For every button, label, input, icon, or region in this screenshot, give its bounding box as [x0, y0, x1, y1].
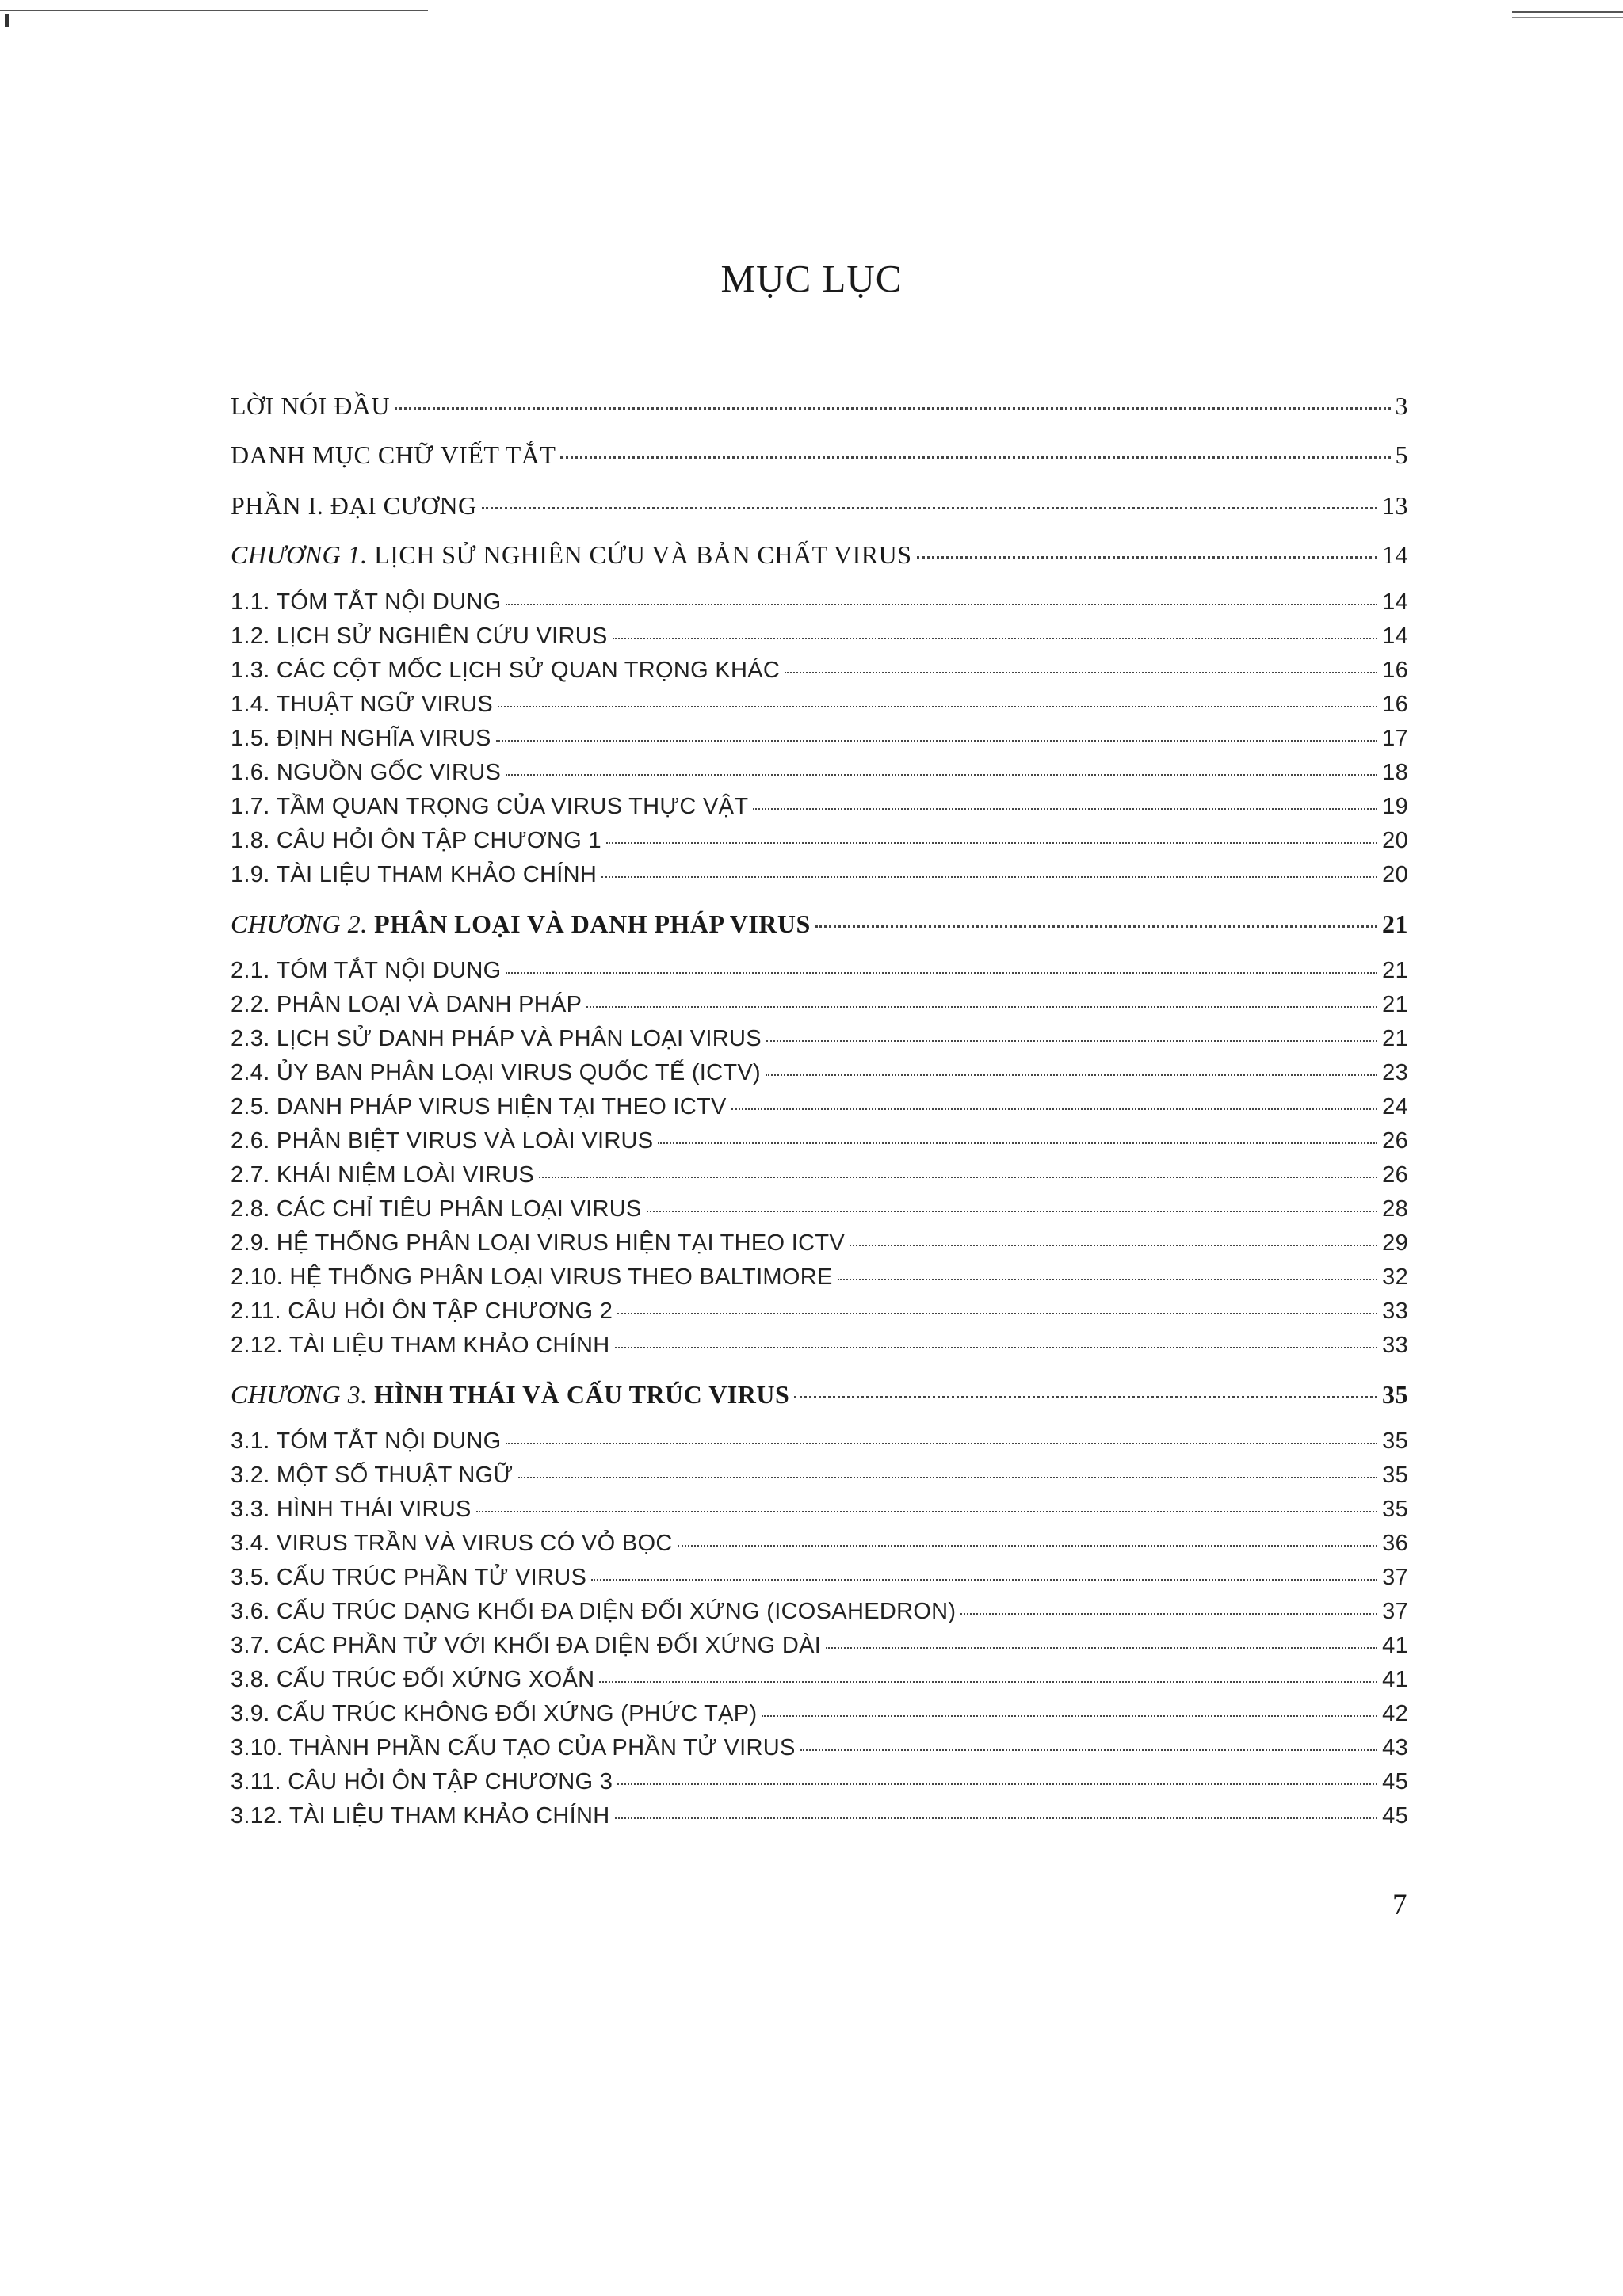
toc-entry [231, 441, 1408, 470]
toc-leader-dots [586, 1006, 1377, 1008]
toc-entry [231, 491, 1408, 521]
toc-section-title: 2.4. ỦY BAN PHÂN LOẠI VIRUS QUỐC TẾ (ICTV) [231, 1060, 762, 1085]
toc-section-page: 41 [1382, 1633, 1408, 1658]
toc-leader-dots [615, 1347, 1378, 1348]
toc-section-title: 3.7. CÁC PHẦN TỬ VỚI KHỐI ĐA DIỆN ĐỐI XỨNG DÀI [231, 1633, 822, 1658]
toc-section-page: 20 [1382, 828, 1408, 853]
toc-leader-dots [678, 1545, 1378, 1547]
toc-leader-dots [599, 1681, 1377, 1683]
toc-section [231, 1497, 1408, 1523]
toc-section [231, 1735, 1408, 1761]
chapter-label: CHƯƠNG 2. [231, 910, 368, 938]
toc-section [231, 1162, 1408, 1188]
toc-leader-dots [606, 842, 1377, 844]
toc-leader-dots [766, 1074, 1377, 1076]
toc-section-page: 45 [1382, 1803, 1408, 1829]
toc-section-page: 35 [1382, 1463, 1408, 1488]
toc-section-title: 2.6. PHÂN BIỆT VIRUS VÀ LOÀI VIRUS [231, 1128, 654, 1154]
toc-section-title: 1.3. CÁC CỘT MỐC LỊCH SỬ QUAN TRỌNG KHÁC [231, 658, 781, 683]
toc-section-page: 33 [1382, 1333, 1408, 1358]
chapter-heading [231, 910, 1408, 939]
toc-section [231, 1230, 1408, 1257]
toc-leader-dots [539, 1177, 1377, 1178]
toc-section-title: 1.7. TẦM QUAN TRỌNG CỦA VIRUS THỰC VẬT [231, 794, 749, 819]
toc-section-page: 14 [1382, 624, 1408, 649]
toc-section-page: 43 [1382, 1735, 1408, 1760]
chapter-title: HÌNH THÁI VÀ CẤU TRÚC VIRUS [374, 1380, 790, 1409]
toc-section [231, 1428, 1408, 1455]
toc-section [231, 1565, 1408, 1591]
toc-section-title: 1.6. NGUỒN GỐC VIRUS [231, 760, 502, 785]
toc-section [231, 1531, 1408, 1557]
toc-entry [231, 391, 1408, 421]
toc-section [231, 1128, 1408, 1154]
toc-section-title: 1.4. THUẬT NGỮ VIRUS [231, 692, 494, 717]
toc-section-page: 35 [1382, 1497, 1408, 1522]
toc-leader-dots [785, 672, 1377, 673]
toc-section-title: 2.10. HỆ THỐNG PHÂN LOẠI VIRUS THEO BALTIMORE [231, 1264, 833, 1290]
toc-section-page: 19 [1382, 794, 1408, 819]
toc-section-page: 29 [1382, 1230, 1408, 1256]
chapter-heading [231, 1380, 1408, 1409]
toc-leader-dots [800, 1749, 1378, 1751]
toc-section-page: 32 [1382, 1264, 1408, 1290]
toc-section-page: 37 [1382, 1599, 1408, 1624]
toc-section [231, 726, 1408, 752]
toc-section [231, 692, 1408, 718]
toc-section-title: 3.10. THÀNH PHẦN CẤU TẠO CỦA PHẦN TỬ VIRUS [231, 1735, 796, 1760]
chapter-label: CHƯƠNG 1. [231, 540, 368, 569]
toc-leader-dots [506, 604, 1377, 605]
toc-leader-dots [591, 1579, 1377, 1581]
toc-section [231, 1803, 1408, 1829]
toc-entry-page: 14 [1382, 540, 1408, 569]
toc-section [231, 589, 1408, 616]
toc-section-page: 16 [1382, 658, 1408, 683]
toc-leader-dots [601, 876, 1377, 878]
toc-leader-dots [617, 1313, 1377, 1314]
toc-section-page: 20 [1382, 862, 1408, 887]
toc-section [231, 862, 1408, 888]
toc-section-title: 3.11. CÂU HỎI ÔN TẬP CHƯƠNG 3 [231, 1769, 613, 1794]
toc-section-page: 36 [1382, 1531, 1408, 1556]
toc-leader-dots [518, 1477, 1378, 1478]
toc-leader-dots [613, 638, 1378, 639]
toc-leader-dots [960, 1613, 1377, 1615]
toc-entry-page: 35 [1382, 1380, 1408, 1409]
toc-section-title: 1.2. LỊCH SỬ NGHIÊN CỨU VIRUS [231, 624, 608, 649]
toc-section [231, 1769, 1408, 1795]
toc-entry-title: LỜI NÓI ĐẦU [231, 391, 391, 420]
toc-leader-dots [658, 1142, 1377, 1144]
toc-section-title: 1.9. TÀI LIỆU THAM KHẢO CHÍNH [231, 862, 598, 887]
toc-section-page: 14 [1382, 589, 1408, 615]
toc-entry-title: DANH MỤC CHỮ VIẾT TẮT [231, 441, 556, 469]
toc-section-title: 2.11. CÂU HỎI ÔN TẬP CHƯƠNG 2 [231, 1299, 613, 1324]
toc-leader-dots [815, 925, 1377, 928]
toc-section [231, 624, 1408, 650]
toc-section [231, 1463, 1408, 1489]
toc-leader-dots [766, 1040, 1377, 1042]
toc-section-title: 2.9. HỆ THỐNG PHÂN LOẠI VIRUS HIỆN TẠI THEO ICTV [231, 1230, 846, 1256]
chapter-heading [231, 540, 1408, 570]
toc-section-title: 3.8. CẤU TRÚC ĐỐI XỨNG XOẮN [231, 1667, 595, 1692]
page-number: 7 [1392, 1889, 1407, 1921]
toc-section-page: 17 [1382, 726, 1408, 751]
toc-section-title: 3.9. CẤU TRÚC KHÔNG ĐỐI XỨNG (PHỨC TẠP) [231, 1701, 758, 1726]
toc-section [231, 1094, 1408, 1120]
toc-section-page: 21 [1382, 958, 1408, 983]
toc-section-page: 28 [1382, 1196, 1408, 1222]
toc-leader-dots [615, 1817, 1378, 1819]
toc-section [231, 1333, 1408, 1359]
toc-leader-dots [395, 407, 1390, 410]
toc-section [231, 1667, 1408, 1693]
toc-section-title: 2.12. TÀI LIỆU THAM KHẢO CHÍNH [231, 1333, 610, 1358]
toc-section-page: 37 [1382, 1565, 1408, 1590]
toc-section [231, 1701, 1408, 1727]
toc-section-title: 3.5. CẤU TRÚC PHẦN TỬ VIRUS [231, 1565, 587, 1590]
toc-section [231, 1026, 1408, 1052]
toc-section-page: 23 [1382, 1060, 1408, 1085]
toc-leader-dots [647, 1211, 1378, 1212]
scan-artifact-line [1512, 11, 1623, 13]
toc-section [231, 828, 1408, 854]
toc-leader-dots [506, 972, 1377, 974]
toc-section-title: 1.5. ĐỊNH NGHĨA VIRUS [231, 726, 491, 751]
toc-entry-page: 3 [1395, 391, 1408, 420]
toc-section-title: 2.3. LỊCH SỬ DANH PHÁP VÀ PHÂN LOẠI VIRUS [231, 1026, 762, 1051]
toc-section-title: 3.2. MỘT SỐ THUẬT NGỮ [231, 1463, 514, 1488]
toc-section-title: 2.5. DANH PHÁP VIRUS HIỆN TẠI THEO ICTV [231, 1094, 727, 1119]
toc-leader-dots [794, 1396, 1377, 1398]
toc-section-page: 24 [1382, 1094, 1408, 1119]
toc-leader-dots [617, 1783, 1377, 1785]
toc-section [231, 658, 1408, 684]
toc-entry-page: 21 [1382, 910, 1408, 938]
toc-section-page: 35 [1382, 1428, 1408, 1454]
toc-entry-title: PHẦN I. ĐẠI CƯƠNG [231, 491, 477, 520]
toc-entry-page: 5 [1395, 441, 1408, 469]
toc-section [231, 992, 1408, 1018]
toc-section [231, 794, 1408, 820]
toc-section-title: 1.8. CÂU HỎI ÔN TẬP CHƯƠNG 1 [231, 828, 601, 853]
chapter-title: PHÂN LOẠI VÀ DANH PHÁP VIRUS [374, 910, 811, 938]
toc-section-page: 45 [1382, 1769, 1408, 1794]
toc-section [231, 1599, 1408, 1625]
toc-section-title: 2.8. CÁC CHỈ TIÊU PHÂN LOẠI VIRUS [231, 1196, 642, 1222]
toc-section-page: 21 [1382, 1026, 1408, 1051]
toc-section-title: 3.4. VIRUS TRẦN VÀ VIRUS CÓ VỎ BỌC [231, 1531, 673, 1556]
toc-section [231, 1060, 1408, 1086]
toc-leader-dots [498, 706, 1377, 707]
chapter-label: CHƯƠNG 3. [231, 1380, 368, 1409]
toc-leader-dots [826, 1647, 1377, 1649]
toc-section-title: 3.3. HÌNH THÁI VIRUS [231, 1497, 472, 1522]
toc-section-page: 33 [1382, 1299, 1408, 1324]
toc-section-page: 42 [1382, 1701, 1408, 1726]
toc-section-page: 18 [1382, 760, 1408, 785]
toc-section [231, 1633, 1408, 1659]
toc-section-title: 1.1. TÓM TẮT NỘI DUNG [231, 589, 502, 615]
toc-section [231, 1264, 1408, 1291]
toc-leader-dots [917, 556, 1377, 559]
toc-leader-dots [496, 740, 1378, 742]
toc-leader-dots [476, 1511, 1378, 1512]
toc-section-title: 2.2. PHÂN LOẠI VÀ DANH PHÁP [231, 992, 582, 1017]
toc-section [231, 958, 1408, 984]
toc-section-page: 16 [1382, 692, 1408, 717]
toc-section-title: 2.1. TÓM TẮT NỘI DUNG [231, 958, 502, 983]
toc-leader-dots [850, 1245, 1377, 1246]
scan-artifact-line [0, 10, 428, 11]
toc-leader-dots [482, 507, 1377, 509]
toc-leader-dots [753, 808, 1377, 810]
toc-section [231, 1196, 1408, 1222]
toc-leader-dots [560, 456, 1390, 459]
toc-entry-page: 13 [1382, 491, 1408, 520]
toc-section-title: 3.1. TÓM TẮT NỘI DUNG [231, 1428, 502, 1454]
toc-section-page: 26 [1382, 1162, 1408, 1188]
toc-section [231, 1299, 1408, 1325]
toc-leader-dots [731, 1108, 1377, 1110]
toc-section-page: 21 [1382, 992, 1408, 1017]
page-title: MỤC LỤC [720, 257, 903, 300]
toc-section-title: 3.12. TÀI LIỆU THAM KHẢO CHÍNH [231, 1803, 610, 1829]
toc-section-page: 26 [1382, 1128, 1408, 1154]
toc-section-title: 2.7. KHÁI NIỆM LOÀI VIRUS [231, 1162, 534, 1188]
toc-leader-dots [506, 774, 1377, 776]
chapter-title: LỊCH SỬ NGHIÊN CỨU VÀ BẢN CHẤT VIRUS [374, 540, 912, 569]
scan-artifact-line [1512, 17, 1623, 18]
toc-section-page: 41 [1382, 1667, 1408, 1692]
toc-leader-dots [838, 1279, 1378, 1280]
scan-artifact-mark [5, 14, 9, 27]
toc-leader-dots [506, 1443, 1377, 1444]
toc-section [231, 760, 1408, 786]
toc-leader-dots [762, 1715, 1377, 1717]
toc-section-title: 3.6. CẤU TRÚC DẠNG KHỐI ĐA DIỆN ĐỐI XỨNG (ICOSAHEDRON) [231, 1599, 957, 1624]
